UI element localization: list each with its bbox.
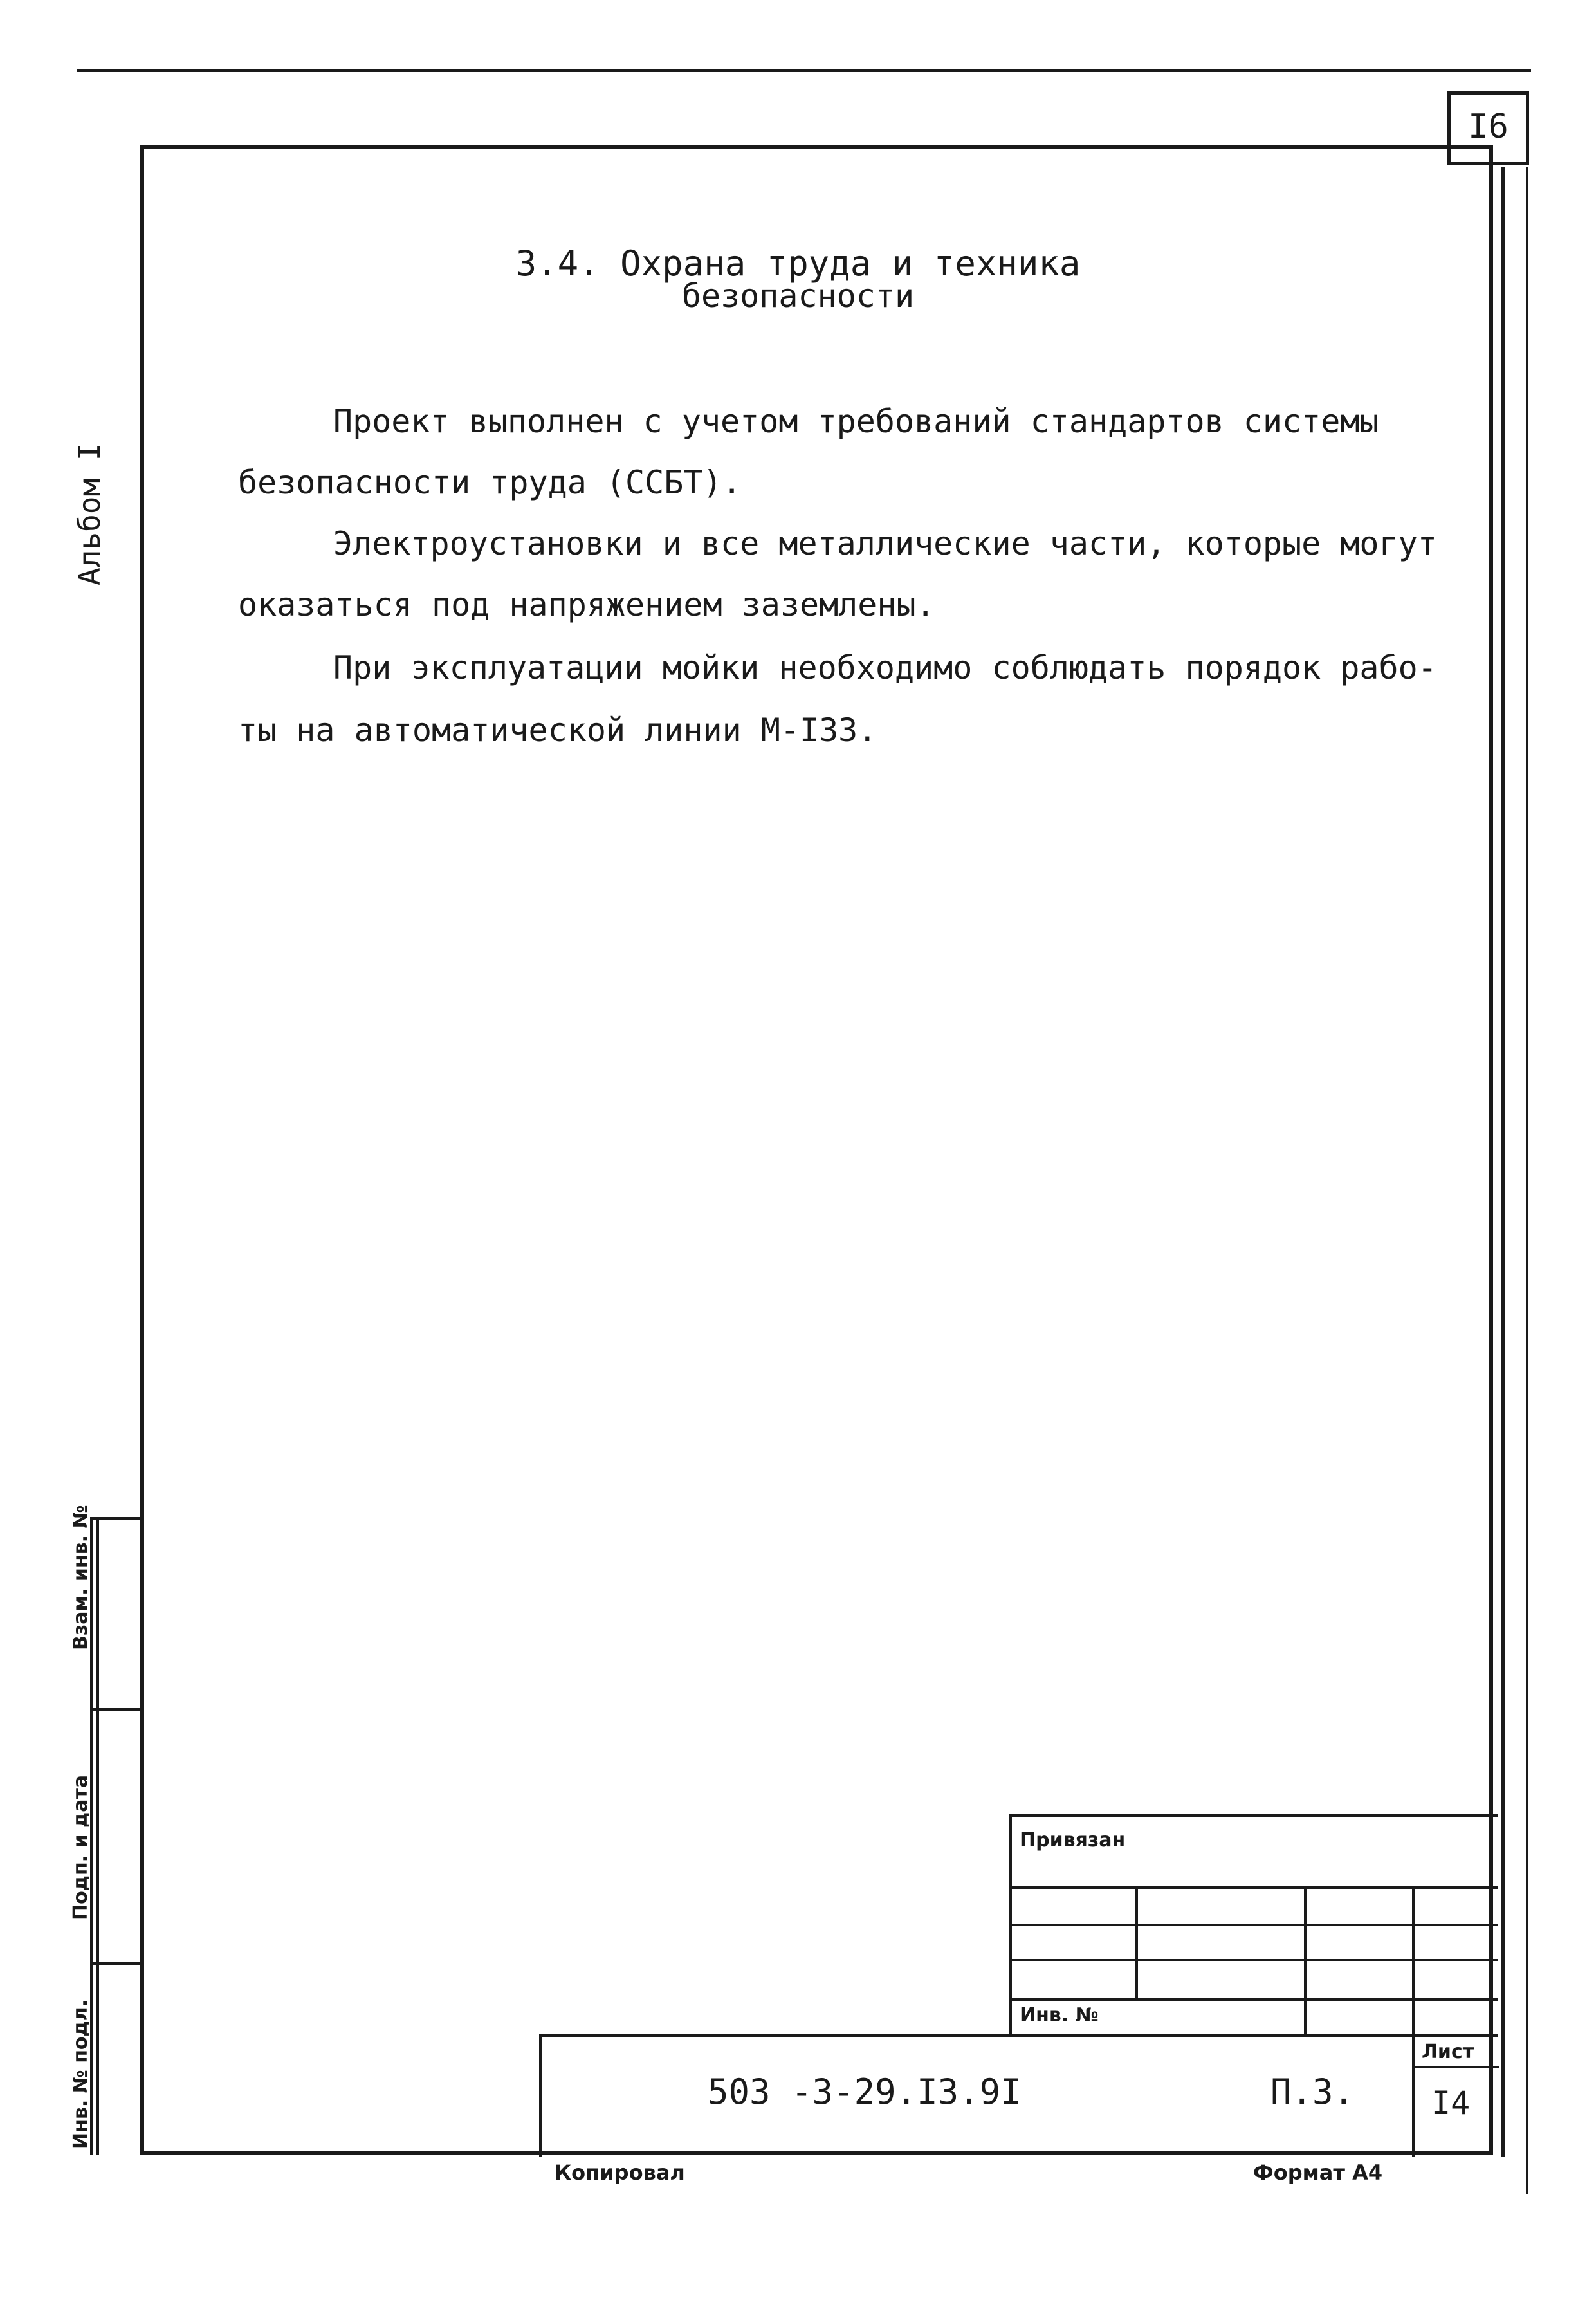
tb-priv-top — [1009, 1814, 1498, 1817]
tb-row-1 — [1009, 1886, 1498, 1889]
document-section: П.3. — [1270, 2072, 1355, 2112]
right-inner-line — [1501, 167, 1505, 2157]
album-label: Альбом I — [72, 443, 107, 585]
tb-inv-no-label: Инв. № — [1020, 2004, 1099, 2027]
top-edge-line — [77, 69, 1531, 72]
section-title-line2: безопасности — [681, 277, 915, 315]
document-code: 503 -3-29.I3.9I — [708, 2072, 1022, 2112]
paragraph-2-line1: Электроустановки и все металлические части, которые могут — [333, 525, 1437, 562]
tb-list-divider — [1412, 2066, 1499, 2068]
tb-main-left — [539, 2034, 542, 2157]
drawing-frame — [140, 145, 1493, 2155]
side-label-vzam-inv: Взам. инв. № — [69, 1505, 92, 1650]
tb-col-3 — [1412, 1886, 1415, 2036]
tb-col-1 — [1135, 1886, 1138, 2001]
tb-row-2 — [1009, 1924, 1498, 1926]
side-stamp-divider-2 — [90, 1708, 142, 1711]
footer-format: Формат А4 — [1253, 2160, 1383, 2185]
right-edge-line — [1526, 167, 1528, 2194]
paragraph-1-line2: безопасности труда (ССБТ). — [238, 464, 742, 501]
paragraph-1-line1: Проект выполнен с учетом требований стандартов системы — [333, 403, 1379, 440]
footer-kopiroval: Копировал — [555, 2160, 685, 2185]
side-stamp-divider-3 — [90, 1962, 142, 1965]
tb-list-label: Лист — [1422, 2041, 1474, 2063]
side-label-podp-data: Подп. и дата — [69, 1774, 92, 1920]
paragraph-3-line1: При эксплуатации мойки необходимо соблюдать порядок рабо- — [333, 649, 1437, 686]
section-title-line1: 3.4. Охрана труда и техника — [515, 243, 1081, 284]
side-stamp-inner-left — [96, 1518, 99, 2155]
tb-main-top — [539, 2034, 1498, 2037]
sheet-list-number: I4 — [1431, 2084, 1471, 2122]
tb-row-3 — [1009, 1959, 1498, 1961]
side-stamp-divider-1 — [90, 1517, 142, 1520]
paragraph-2-line2: оказаться под напряжением заземлены. — [238, 586, 935, 623]
side-label-inv-podl: Инв. № подл. — [69, 1999, 92, 2149]
tb-row-4 — [1009, 1998, 1498, 2001]
sheet-number: I6 — [1447, 91, 1529, 162]
paragraph-3-line2: ты на автоматической линии М-I33. — [238, 712, 877, 749]
tb-list-left — [1412, 2034, 1415, 2157]
tb-privyazan-label: Привязан — [1020, 1829, 1126, 1852]
tb-col-2 — [1304, 1886, 1307, 2036]
